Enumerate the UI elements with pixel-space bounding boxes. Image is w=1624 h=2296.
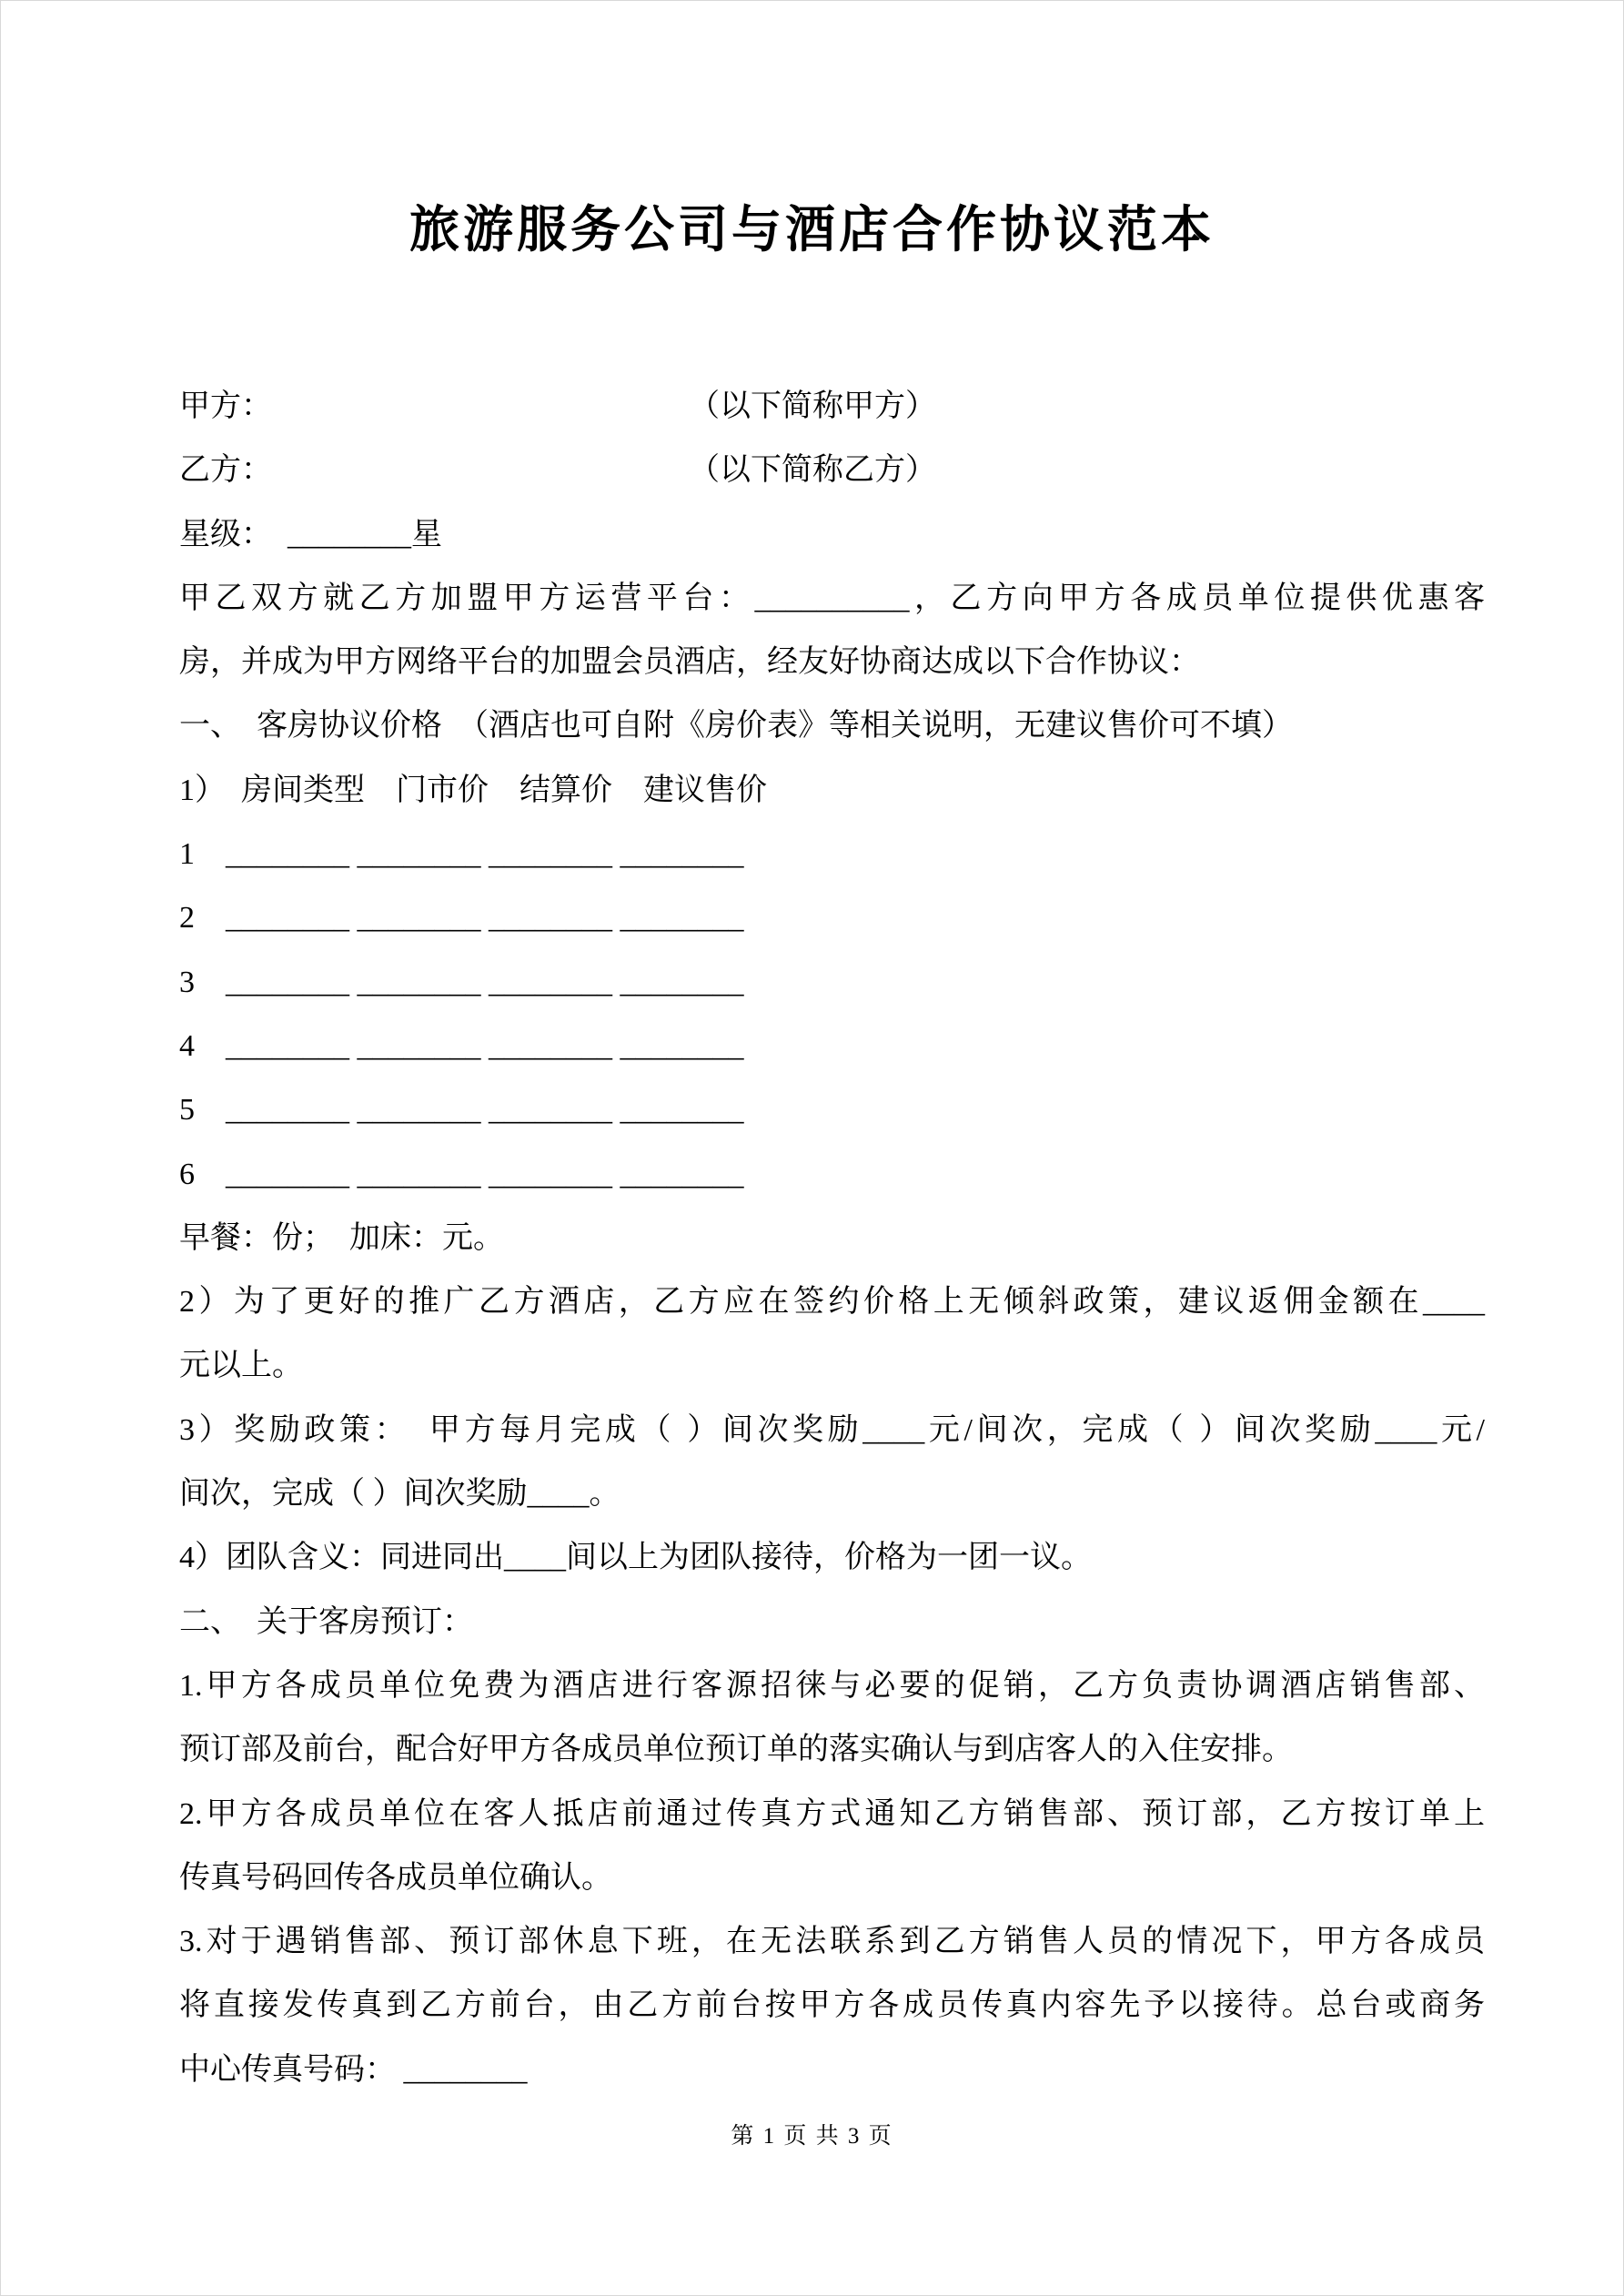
booking-3-line-3: 中心传真号码： ________ <box>179 2052 528 2087</box>
party-a-line-label: 甲方： <box>179 389 272 423</box>
price-row-5: 5 ________ ________ ________ ________ <box>179 1093 744 1128</box>
section-1-heading: 一、 客房协议价格 （酒店也可自附《房价表》等相关说明，无建议售价可不填） <box>179 709 1293 743</box>
booking-1-line-2: 预订部及前台，配合好甲方各成员单位预订单的落实确认与到店客人的入住安排。 <box>179 1733 1293 1767</box>
clause-3-line-2: 间次，完成（ ）间次奖励____。 <box>179 1477 620 1512</box>
page-footer: 第 1 页 共 3 页 <box>731 2124 893 2149</box>
clause-2-line-1: 2）为了更好的推广乙方酒店，乙方应在签约价格上无倾斜政策，建议返佣金额在____ <box>179 1285 1485 1320</box>
booking-1-line-1: 1.甲方各成员单位免费为酒店进行客源招徕与必要的促销，乙方负责协调酒店销售部、 <box>179 1668 1485 1703</box>
price-row-6: 6 ________ ________ ________ ________ <box>179 1157 744 1191</box>
preamble-line-1: 甲乙双方就乙方加盟甲方运营平台：__________，乙方向甲方各成员单位提供优惠客 <box>179 581 1485 615</box>
document-body <box>179 375 1485 2102</box>
price-table-header: 1） 房间类型 门市价 结算价 建议售价 <box>179 773 767 807</box>
booking-2-line-2: 传真号码回传各成员单位确认。 <box>179 1860 612 1895</box>
party-a-line-note: （以下简称甲方） <box>689 389 936 423</box>
party-b-line-label: 乙方： <box>179 453 272 488</box>
breakfast-extrabed-line: 早餐：份； 加床：元。 <box>179 1220 504 1255</box>
clause-4-line: 4）团队含义：同进同出____间以上为团队接待，价格为一团一议。 <box>179 1541 1092 1575</box>
preamble-line-2: 房，并成为甲方网络平台的加盟会员酒店，经友好协商达成以下合作协议： <box>179 645 1200 680</box>
price-row-3: 3 ________ ________ ________ ________ <box>179 965 744 999</box>
price-row-1: 1 ________ ________ ________ ________ <box>179 837 744 872</box>
party-a-line <box>179 375 1485 439</box>
price-row-2: 2 ________ ________ ________ ________ <box>179 901 744 936</box>
booking-3-line-2: 将直接发传真到乙方前台，由乙方前台按甲方各成员传真内容先予以接待。总台或商务 <box>179 1988 1485 2023</box>
clause-3-line-1: 3）奖励政策： 甲方每月完成（ ）间次奖励____元/间次，完成（ ）间次奖励____元/ <box>179 1412 1485 1447</box>
booking-2-line-1: 2.甲方各成员单位在客人抵店前通过传真方式通知乙方销售部、预订部，乙方按订单上 <box>179 1796 1485 1831</box>
price-row-4: 4 ________ ________ ________ ________ <box>179 1028 744 1063</box>
section-2-heading: 二、 关于客房预订： <box>179 1604 473 1639</box>
party-b-line-note: （以下简称乙方） <box>689 453 936 488</box>
party-b-line <box>179 439 1485 502</box>
document-title: 旅游服务公司与酒店合作协议范本 <box>409 202 1215 258</box>
booking-3-line-1: 3.对于遇销售部、预订部休息下班，在无法联系到乙方销售人员的情况下，甲方各成员 <box>179 1925 1485 1959</box>
clause-2-line-2: 元以上。 <box>179 1349 303 1383</box>
star-level-line: 星级： ________星 <box>179 517 442 551</box>
